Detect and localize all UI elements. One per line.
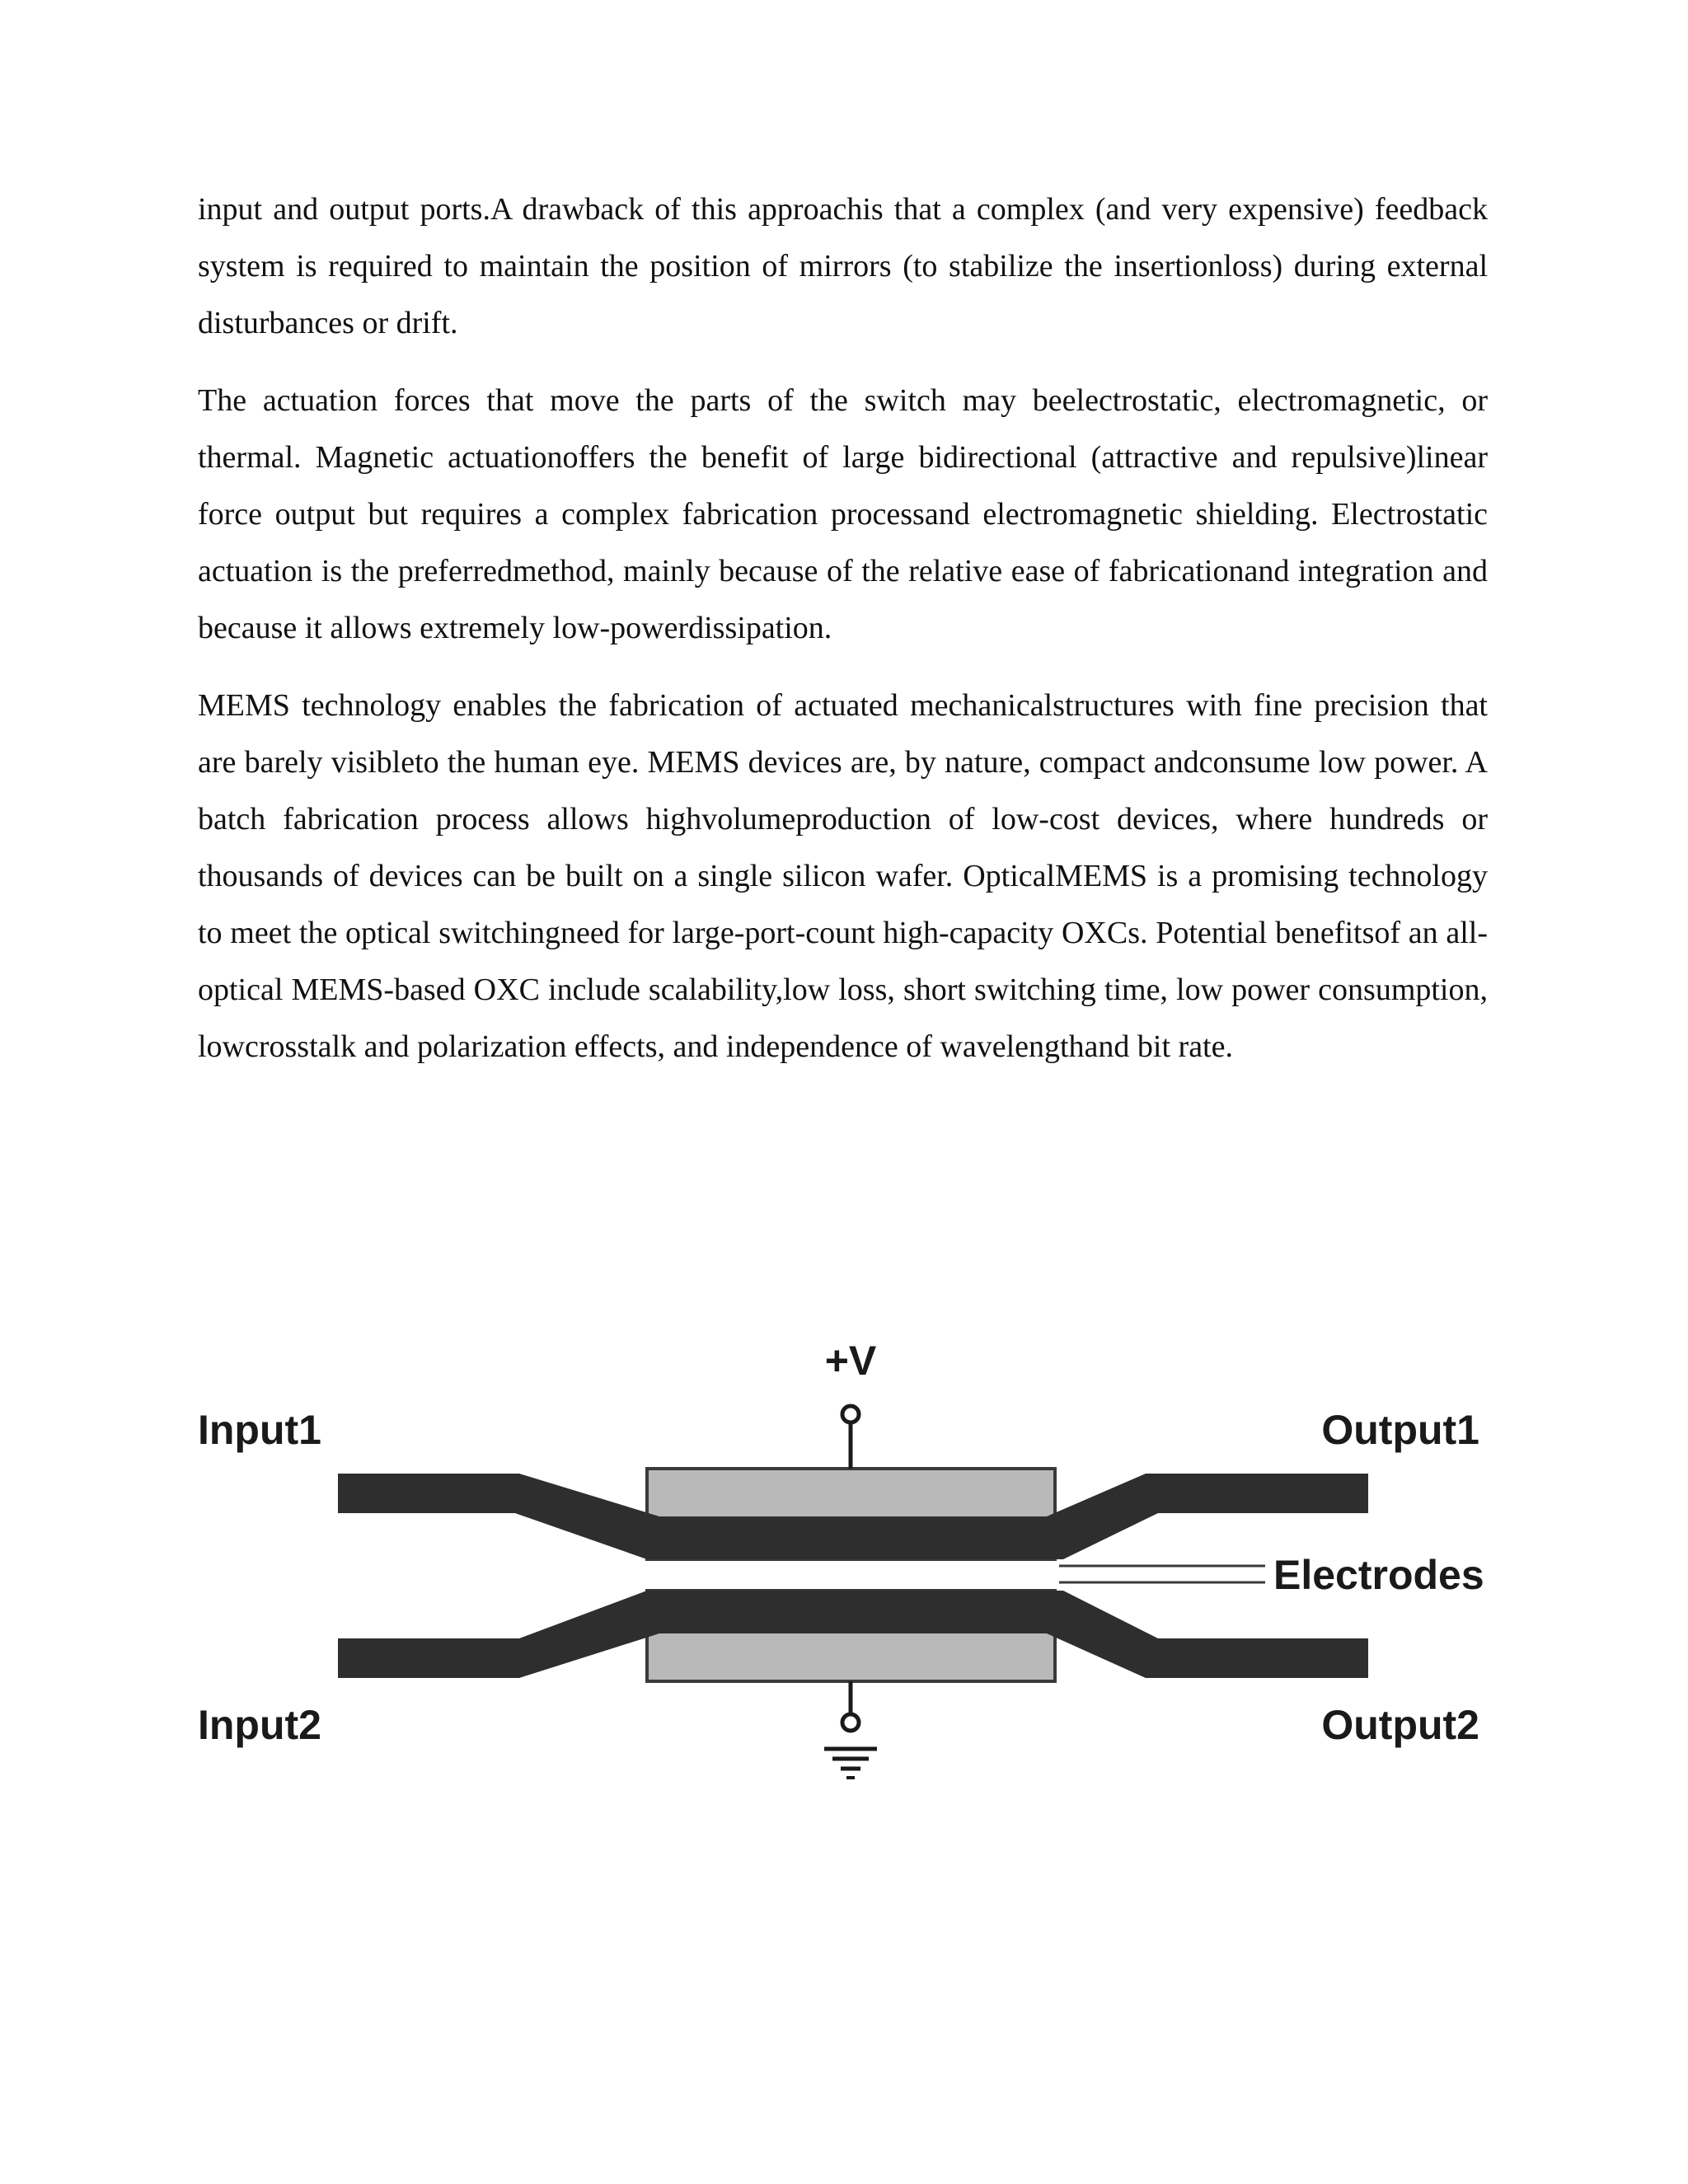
ground-icon — [824, 1681, 877, 1778]
mems-switch-diagram — [190, 1319, 1508, 1846]
output2-label: Output2 — [1321, 1702, 1479, 1748]
voltage-label: +V — [824, 1338, 877, 1384]
output1-label: Output1 — [1321, 1407, 1479, 1453]
voltage-terminal-icon — [842, 1406, 859, 1469]
paragraph-3: MEMS technology enables the fabrication of actuated mechanicalstructures with fine precision that are barely visibleto the human eye. MEMS devices are, by nature, compact andconsume low power. A batch fabrication process allows highvolumeproduction of low-cost devices, where hundreds or thousands of devices can be built on a single silicon wafer. OpticalMEMS is a promising technology to meet the optical switchingneed for large-port-count high-capacity OXCs. Potential benefitsof an all-optical MEMS-based OXC include scalability,low loss, short switching time, low power consumption, lowcrosstalk and polarization effects, and independence of wavelengthand bit rate. — [198, 688, 1488, 1064]
input2-label: Input2 — [198, 1702, 321, 1748]
paragraph-1: input and output ports.A drawback of this approachis that a complex (and very expensive) feedback system is required to maintain the position of mirrors (to stabilize the insertionloss) during external disturbances or drift. — [198, 192, 1488, 340]
mems-switch-figure — [190, 1319, 1508, 1846]
input1-label: Input1 — [198, 1407, 321, 1453]
document-body — [198, 181, 1488, 1096]
paragraph-2: The actuation forces that move the parts of the switch may beelectrostatic, electromagnetic, or thermal. Magnetic actuationoffers the benefit of large bidirectional (attractive and repulsive)linear force output but requires a complex fabrication processand electromagnetic shielding. Electrostatic actuation is the preferredmethod, mainly because of the relative ease of fabricationand integration and because it allows extremely low-powerdissipation. — [198, 383, 1488, 645]
electrodes-label: Electrodes — [1273, 1552, 1484, 1598]
